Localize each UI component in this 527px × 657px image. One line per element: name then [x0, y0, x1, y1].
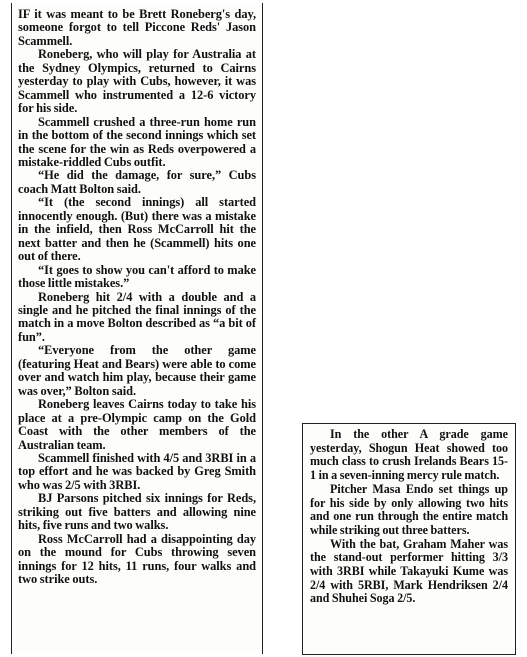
- article-paragraph: Roneberg hit 2/4 with a double and a single and he pitched the final innings of the match in a move Bolton described as “a bit of fun”.: [18, 289, 256, 344]
- side-article-clipping: [302, 423, 516, 655]
- article-paragraph: Scammell crushed a three-run home run in the bottom of the second innings which set the scene for the win as Reds overpowered a mistake-riddled Cubs outfit.: [18, 114, 256, 169]
- main-article-clipping: [11, 3, 263, 654]
- article-paragraph: Pitcher Masa Endo set things up for his side by only allowing two hits and one run through the entire match while striking out three batters.: [310, 481, 508, 537]
- article-paragraph: “Everyone from the other game (featuring Heat and Bears) were able to come over and watch him play, because their game was over,” Bolton said.: [18, 343, 256, 398]
- article-paragraph: Ross McCarroll had a disappointing day on the mound for Cubs throwing seven innings for 12 hits, 11 runs, four walks and two strike outs.: [18, 531, 256, 587]
- article-paragraph: Roneberg leaves Cairns today to take his place at a pre-Olympic camp on the Gold Coast with the other members of the Australian team.: [18, 397, 256, 452]
- article-paragraph: “It (the second innings) all started innocently enough. (But) there was a mistake in the infield, then Ross McCarroll hit the next batter and then he (Scammell) hits one out of there.: [18, 195, 256, 264]
- article-paragraph: Scammell finished with 4/5 and 3RBI in a top effort and he was backed by Greg Smith who was 2/5 with 3RBI.: [18, 450, 256, 492]
- article-paragraph: BJ Parsons pitched six innings for Reds, striking out five batters and allowing nine hits, five runs and two walks.: [18, 491, 256, 533]
- article-paragraph: In the other A grade game yesterday, Shogun Heat showed too much class to crush Irelands Bears 15-1 in a seven-inning mercy rule match.: [310, 427, 508, 483]
- article-paragraph: Roneberg, who will play for Australia at the Sydney Olympics, returned to Cairns yesterday to play with Cubs, however, it was Scammell who instrumented a 12-6 victory for his side.: [18, 47, 256, 116]
- article-paragraph: “It goes to show you can't afford to make those little mistakes.”: [18, 262, 256, 291]
- article-paragraph: With the bat, Graham Maher was the stand-out performer hitting 3/3 with 3RBI while Takayuki Kume was 2/4 with 5RBI, Mark Hendriksen 2/4 and Shuhei Soga 2/5.: [310, 536, 508, 606]
- article-paragraph: “He did the damage, for sure,” Cubs coach Matt Bolton said.: [18, 168, 256, 196]
- article-paragraph: IF it was meant to be Brett Roneberg's day, someone forgot to tell Piccone Reds' Jason Scammell.: [18, 7, 256, 48]
